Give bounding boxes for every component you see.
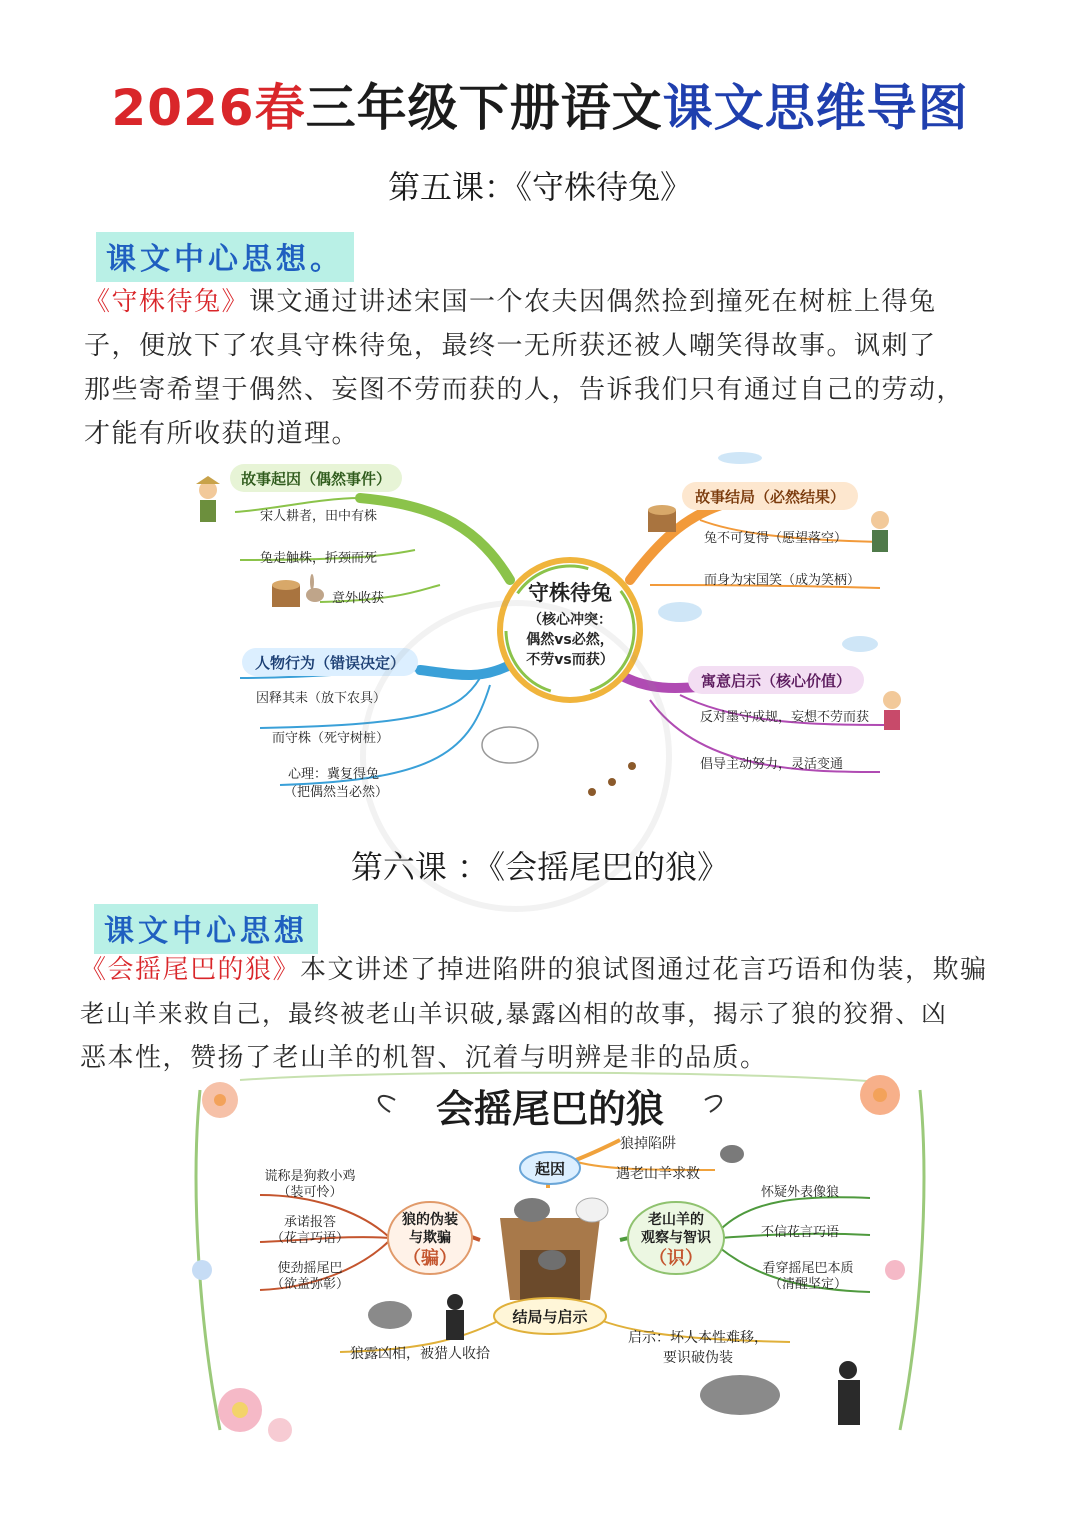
lesson5-para-line1: 课文通过讲述宋国一个农夫因偶然捡到撞死在树桩上得兔	[249, 287, 937, 317]
lesson6-node-goat-b: 观察与智识	[641, 1230, 711, 1246]
tree-stump-icon	[648, 505, 676, 532]
tree-stump-icon	[272, 580, 300, 607]
lesson5-branch-cause: 故事起因（偶然事件）	[240, 470, 392, 488]
lesson6-start-2: 遇老山羊求救	[616, 1166, 700, 1182]
lesson6-goat-2: 不信花言巧语	[760, 1225, 840, 1240]
lesson5-moral-1: 反对墨守成规，妄想不劳而获	[700, 710, 870, 725]
hunter-icon	[446, 1294, 464, 1340]
lesson6-map-title: 会摇尾巴的狼	[435, 1087, 665, 1131]
lesson6-wolf-2b: （花言巧语）	[270, 1231, 350, 1246]
lesson6-para-line3: 恶本性，赞扬了老山羊的机智、沉着与明辨是非的品质。	[80, 1043, 768, 1073]
wolf-icon	[368, 1301, 412, 1329]
farmer-icon	[196, 476, 220, 522]
lesson5-center-line1: （核心冲突：	[528, 612, 612, 628]
lesson6-node-goat-a: 老山羊的	[648, 1212, 704, 1228]
lesson5-cause-2: 兔走触株，折颈而死	[260, 551, 378, 566]
lesson6-node-wolf-b: 与欺骗	[409, 1230, 451, 1246]
lesson6-node-wolf-c: （骗）	[403, 1248, 457, 1269]
hunter-icon	[838, 1361, 860, 1425]
lesson6-para-line1: 本文讲述了掉进陷阱的狼试图通过花言巧语和伪装，欺骗	[300, 955, 988, 985]
lesson5-center-title: 守株待兔	[528, 581, 612, 605]
lesson6-node-wolf-a: 狼的伪装	[402, 1212, 458, 1228]
lesson5-paragraph	[84, 280, 1024, 456]
wolf-icon	[720, 1145, 744, 1163]
pit-trap-illustration	[500, 1198, 608, 1300]
lesson6-end-1: 狼露凶相，被猎人收拾	[350, 1346, 490, 1362]
lesson6-para-title: 《会摇尾巴的狼》	[80, 955, 301, 985]
lesson6-wolf-2a: 承诺报答	[283, 1215, 337, 1230]
lesson6-node-end: 结局与启示	[512, 1308, 588, 1326]
lesson5-action-1: 因释其耒（放下农具）	[256, 691, 387, 706]
lesson5-center-line3: 不劳vs而获）	[526, 652, 614, 668]
lesson5-para-line4: 才能有所收获的道理。	[84, 419, 360, 449]
lesson5-heading: 第五课：《守株待兔》	[387, 168, 692, 206]
lesson5-cause-1: 宋人耕者，田中有株	[260, 509, 378, 524]
lesson6-mindmap	[180, 1070, 940, 1450]
lesson6-wolf-1b: （装可怜）	[277, 1185, 343, 1200]
lesson6-wolf-1a: 谎称是狗救小鸡	[264, 1169, 356, 1184]
lesson5-branch-action: 人物行为（错误决定）	[254, 654, 406, 672]
lesson6-node-start: 起因	[534, 1160, 566, 1178]
lesson6-goat-1: 怀疑外表像狼	[760, 1185, 840, 1200]
lesson6-node-goat-c: （识）	[649, 1248, 703, 1269]
child-icon	[883, 691, 901, 730]
title-grade: 三年级下册语文	[305, 79, 663, 137]
lesson5-cause-3: 意外收获	[332, 591, 385, 606]
lesson5-moral-2: 倡导主动努力，灵活变通	[700, 757, 844, 772]
lesson5-central-idea-tag: 课文中心思想。	[96, 232, 354, 282]
rabbit-icon	[306, 574, 324, 602]
lesson5-center-line2: 偶然vs必然，	[526, 632, 614, 648]
lesson5-para-line2: 子，便放下了农具守株待兔，最终一无所获还被人嘲笑得故事。讽刺了	[84, 331, 937, 361]
lesson6-paragraph	[80, 948, 1020, 1080]
title-year: 2026春	[111, 79, 306, 137]
wolf-icon	[700, 1375, 780, 1415]
lesson6-start-1: 狼掉陷阱	[620, 1136, 676, 1152]
lesson6-wolf-3a: 使劲摇尾巴	[277, 1261, 343, 1276]
lesson5-action-3a: 心理：冀复得兔	[288, 767, 380, 782]
lesson5-branch-moral: 寓意启示（核心价值）	[700, 672, 852, 690]
lesson6-central-idea-tag: 课文中心思想	[94, 904, 318, 954]
lesson6-para-line2: 老山羊来救自己，最终被老山羊识破,暴露凶相的故事，揭示了狼的狡猾、凶	[80, 999, 948, 1028]
lesson6-heading: 第六课 ：《会摇尾巴的狼》	[350, 848, 730, 886]
lesson6-goat-3b: （清醒坚定）	[768, 1277, 848, 1292]
lesson5-action-2: 而守株（死守树桩）	[272, 731, 390, 746]
title-mindmap: 课文思维导图	[662, 79, 969, 137]
lesson5-para-line3: 那些寄希望于偶然、妄图不劳而获的人，告诉我们只有通过自己的劳动，	[84, 375, 965, 405]
lesson6-wolf-3b: （欲盖弥彰）	[270, 1277, 350, 1292]
lesson5-result-2: 而身为宋国笑（成为笑柄）	[704, 573, 861, 588]
lesson6-end-2a: 启示：坏人本性难移，	[628, 1330, 768, 1346]
page-title	[0, 68, 1080, 140]
lesson5-para-title: 《守株待兔》	[84, 287, 250, 317]
lesson5-branch-result: 故事结局（必然结果）	[694, 488, 846, 506]
farmer-icon	[871, 511, 889, 552]
lesson6-goat-3a: 看穿摇尾巴本质	[762, 1261, 854, 1276]
lesson5-result-1: 兔不可复得（愿望落空）	[704, 531, 848, 546]
lesson6-end-2b: 要识破伪装	[663, 1350, 733, 1366]
lesson5-action-3b: （把偶然当必然）	[284, 785, 389, 800]
